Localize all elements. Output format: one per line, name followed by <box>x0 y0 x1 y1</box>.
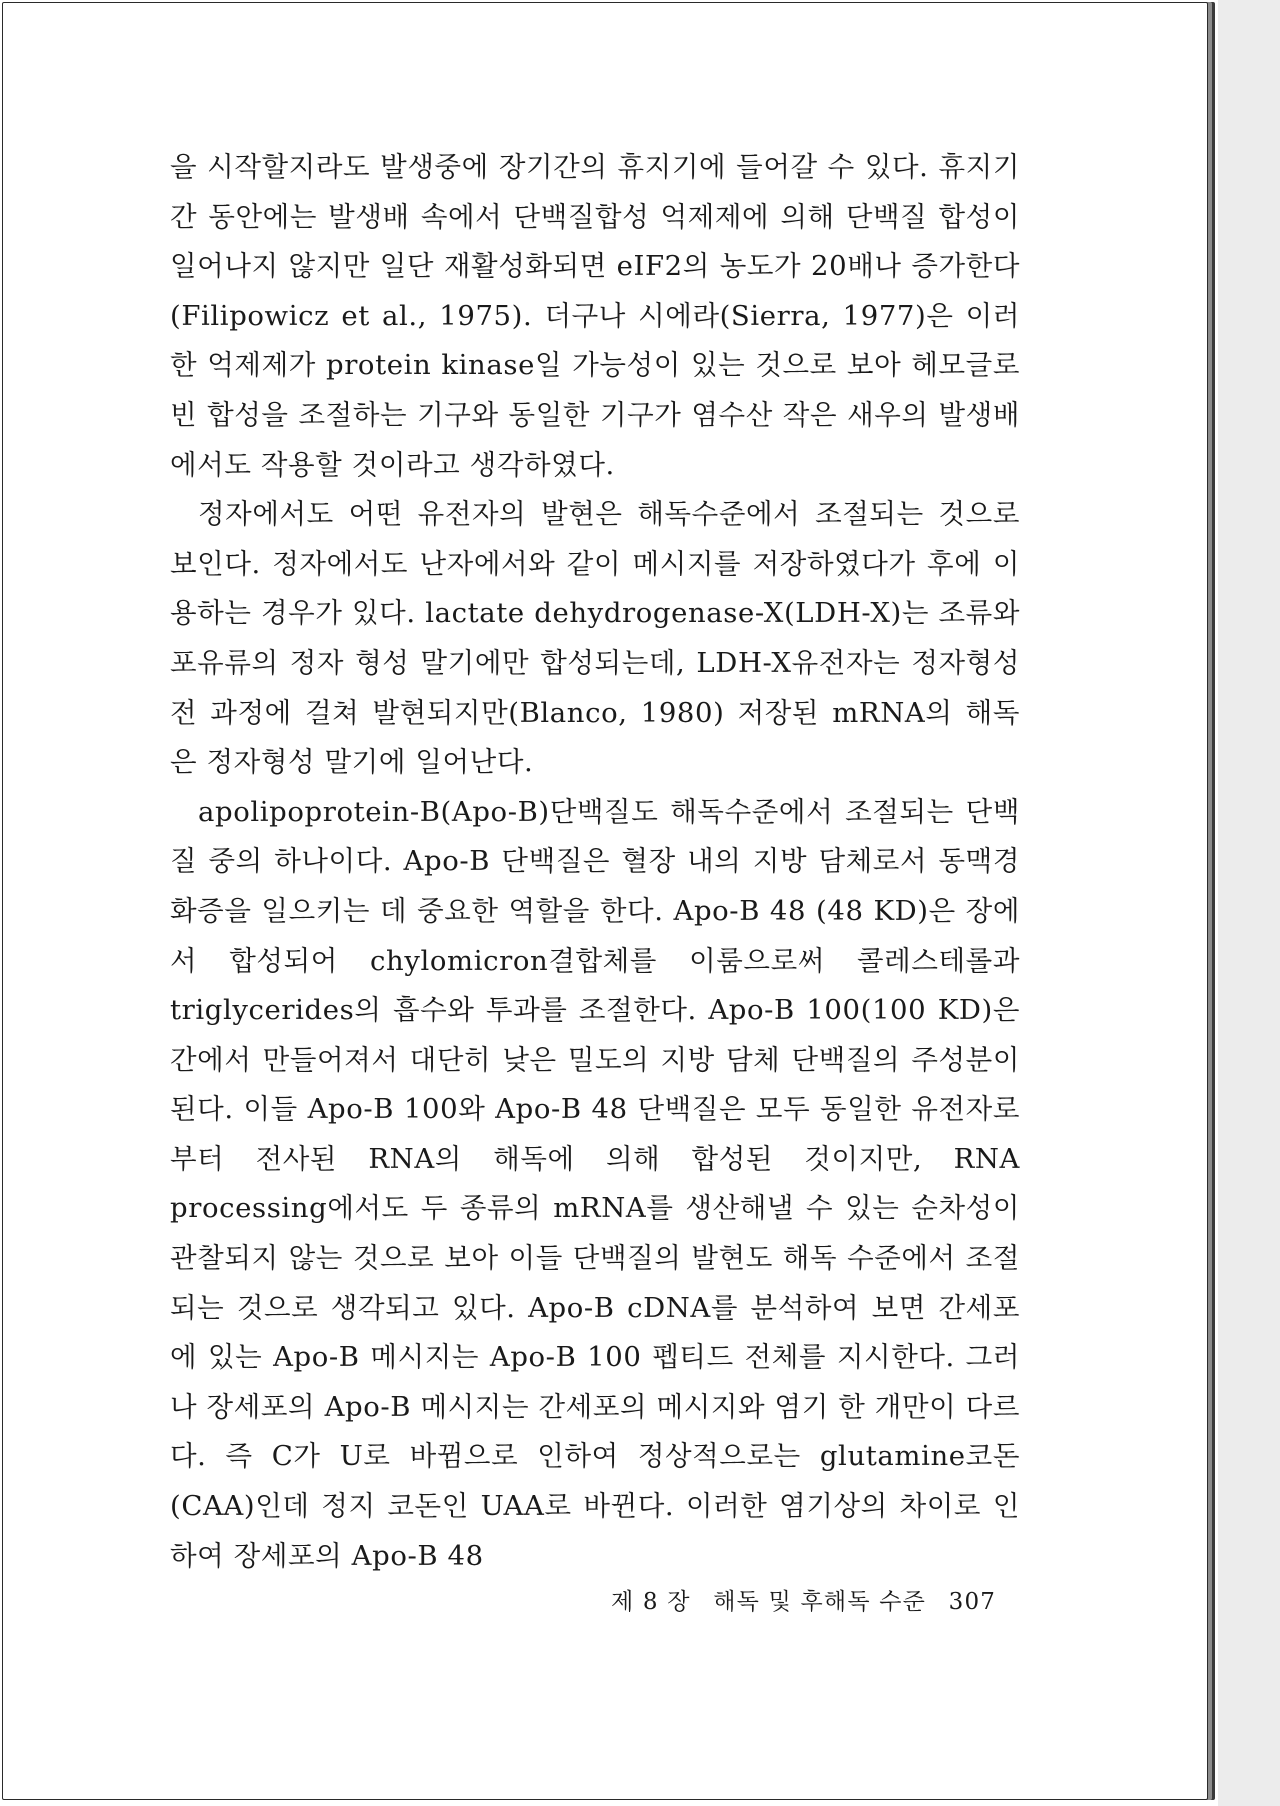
paragraph-1: 을 시작할지라도 발생중에 장기간의 휴지기에 들어갈 수 있다. 휴지기간 동안에는 발생배 속에서 단백질합성 억제제에 의해 단백질 합성이 일어나지 않지만 일단 재활성화되면 eIF2의 농도가 20배나 증가한다(Filipowicz et al., 1975). 더구나 시에라(Sierra, 1977)은 이러한 억제제가 protein kinase일 가능성이 있는 것으로 보아 헤모글로빈 합성을 조절하는 기구와 동일한 기구가 염수산 작은 새우의 발생배에서도 작용할 것이라고 생각하였다. <box>170 151 1020 481</box>
footer-chapter: 제 8 장 <box>611 1589 691 1615</box>
body-text <box>170 143 1020 1581</box>
document-page <box>2 2 1208 1800</box>
running-footer <box>611 1583 1010 1616</box>
viewer-background <box>1218 0 1280 1806</box>
paragraph-2: 정자에서도 어떤 유전자의 발현은 해독수준에서 조절되는 것으로 보인다. 정자에서도 난자에서와 같이 메시지를 저장하였다가 후에 이용하는 경우가 있다. lactate dehydrogenase-X(LDH-X)는 조류와 포유류의 정자 형성 말기에만 합성되는데, LDH-X유전자는 정자형성 전 과정에 걸쳐 발현되지만(Blanco, 1980) 저장된 mRNA의 해독은 정자형성 말기에 일어난다. <box>170 498 1020 779</box>
paragraph-3: apolipoprotein-B(Apo-B)단백질도 해독수준에서 조절되는 단백질 중의 하나이다. Apo-B 단백질은 혈장 내의 지방 담체로서 동맥경화증을 일으키는 데 중요한 역할을 한다. Apo-B 48 (48 KD)은 장에서 합성되어 chylomicron결합체를 이룸으로써 콜레스테롤과 triglycerides의 흡수와 투과를 조절한다. Apo-B 100(100 KD)은 간에서 만들어져서 대단히 낮은 밀도의 지방 담체 단백질의 주성분이 된다. 이들 Apo-B 100와 Apo-B 48 단백질은 모두 동일한 유전자로부터 전사된 RNA의 해독에 의해 합성된 것이지만, RNA processing에서도 두 종류의 mRNA를 생산해낼 수 있는 순차성이 관찰되지 않는 것으로 보아 이들 단백질의 발현도 해독 수준에서 조절되는 것으로 생각되고 있다. Apo-B cDNA를 분석하여 보면 간세포에 있는 Apo-B 메시지는 Apo-B 100 펩티드 전체를 지시한다. 그러나 장세포의 Apo-B 메시지는 간세포의 메시지와 염기 한 개만이 다르다. 즉 C가 U로 바뀜으로 인하여 정상적으로는 glutamine코돈(CAA)인데 정지 코돈인 UAA로 바뀐다. 이러한 염기상의 차이로 인하여 장세포의 Apo-B 48 <box>170 795 1020 1572</box>
page-number: 307 <box>948 1589 997 1615</box>
footer-title: 해독 및 후해독 수준 <box>713 1589 927 1615</box>
